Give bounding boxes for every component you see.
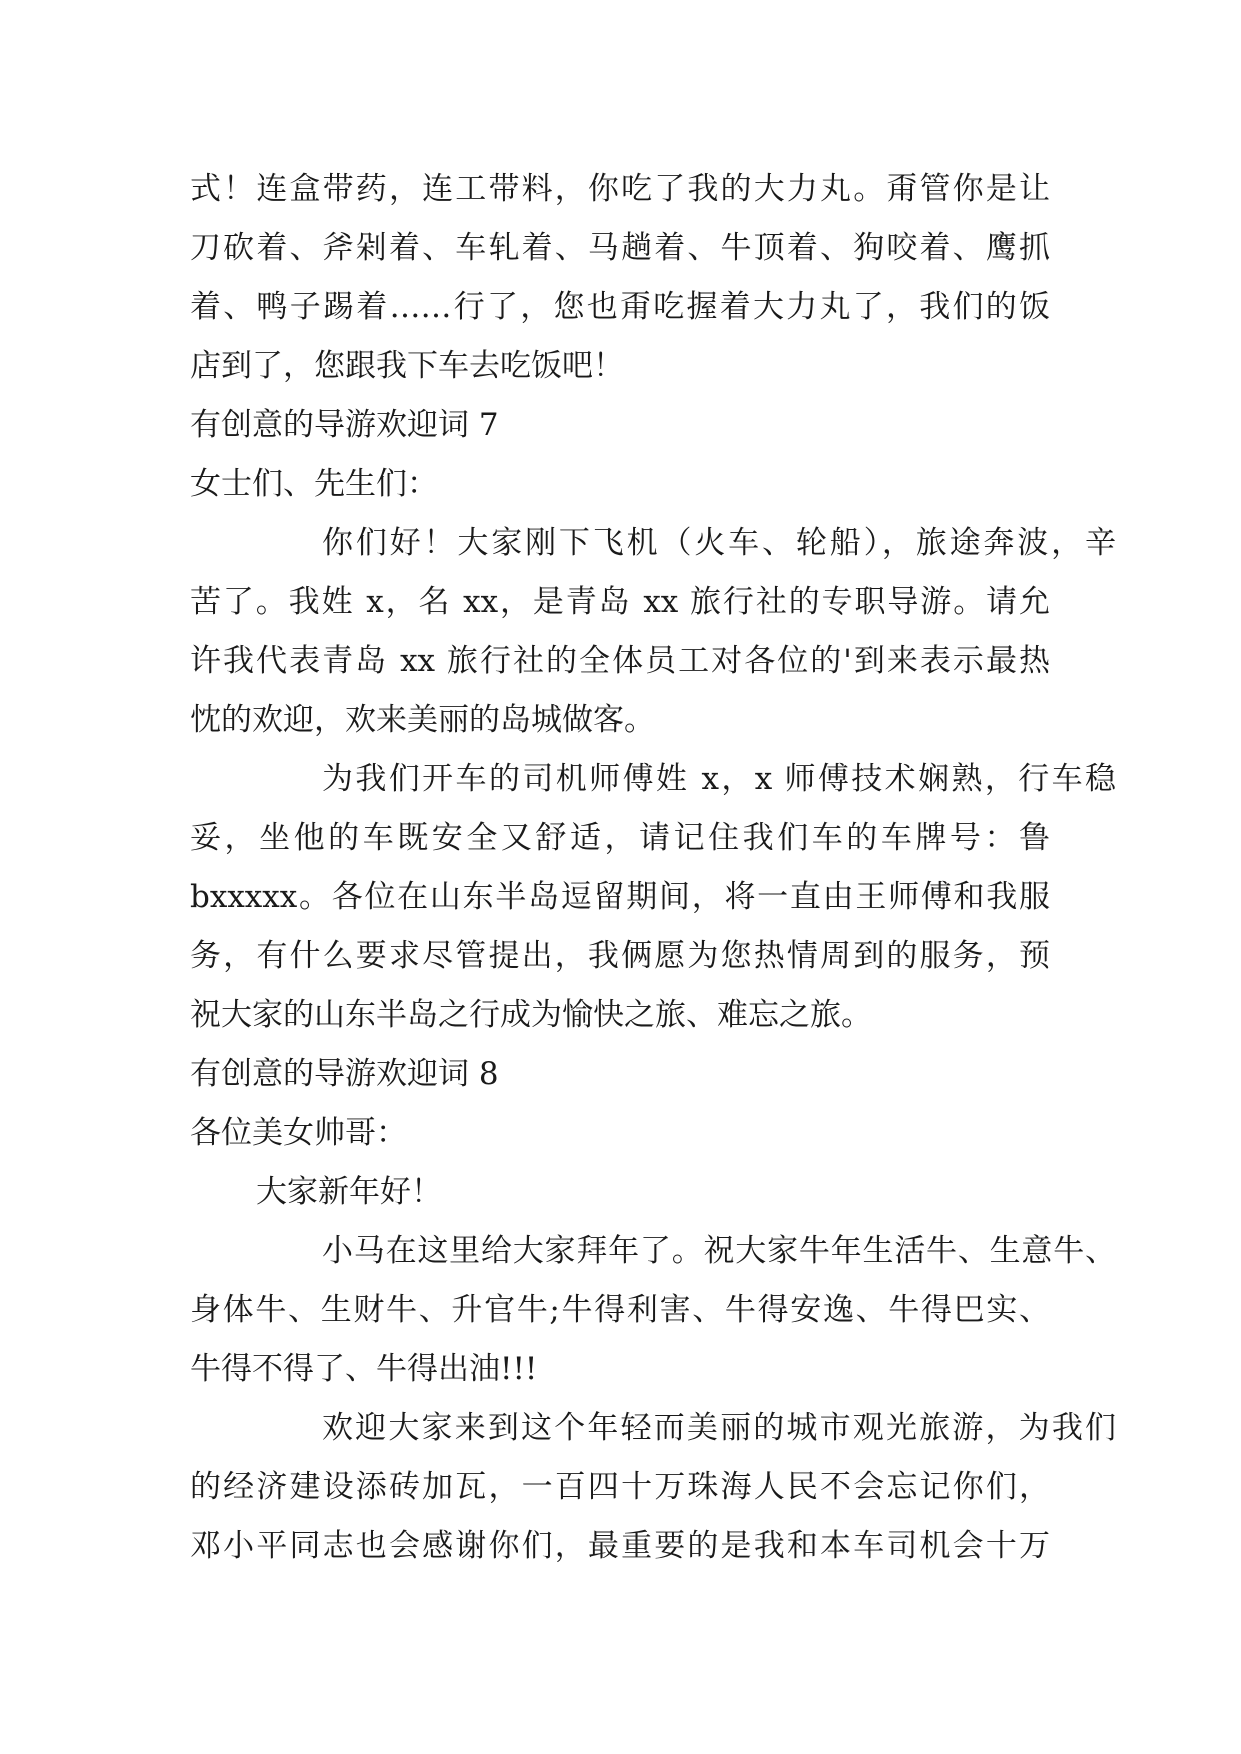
salutation — [190, 1104, 1050, 1163]
text-line-content: 忱的欢迎，欢来美丽的岛城做客。 — [190, 702, 655, 738]
salutation-text: 各位美女帅哥： — [190, 1115, 407, 1151]
text-line-content: 店到了，您跟我下车去吃饭吧！ — [190, 348, 624, 384]
text-line-content: 的经济建设添砖加瓦，一百四十万珠海人民不会忘记你们， — [190, 1469, 1050, 1505]
text-line-content: 欢迎大家来到这个年轻而美丽的城市观光旅游，为我们 — [322, 1410, 1116, 1446]
document-body — [190, 160, 1116, 1576]
text-line — [190, 1340, 1050, 1399]
paragraph-start — [190, 1163, 1050, 1222]
text-line-content: 邓小平同志也会感谢你们，最重要的是我和本车司机会十万 — [190, 1528, 1050, 1564]
paragraph-start — [190, 1399, 1116, 1458]
text-line-content: 身体牛、生财牛、升官牛;牛得利害、牛得安逸、牛得巴实、 — [190, 1292, 1050, 1328]
text-line — [190, 219, 1050, 278]
paragraph-start — [190, 514, 1116, 573]
text-line — [190, 160, 1050, 219]
section-heading — [190, 396, 1050, 455]
text-line-content: bxxxxx。各位在山东半岛逗留期间，将一直由王师傅和我服 — [190, 879, 1050, 915]
text-line-content: 苦了。我姓 x，名 xx，是青岛 xx 旅行社的专职导游。请允 — [190, 584, 1050, 620]
paragraph-start — [190, 1222, 1116, 1281]
text-line — [190, 278, 1050, 337]
text-line-content: 刀砍着、斧剁着、车轧着、马趟着、牛顶着、狗咬着、鹰抓 — [190, 230, 1050, 266]
text-line — [190, 1517, 1050, 1576]
text-line-content: 牛得不得了、牛得出油!!! — [190, 1351, 538, 1387]
text-line-content: 大家新年好！ — [256, 1174, 442, 1210]
text-line — [190, 1281, 1050, 1340]
paragraph-start — [190, 750, 1116, 809]
text-line-content: 祝大家的山东半岛之行成为愉快之旅、难忘之旅。 — [190, 997, 872, 1033]
text-line-content: 妥，坐他的车既安全又舒适，请记住我们车的车牌号：鲁 — [190, 820, 1050, 856]
text-line — [190, 809, 1050, 868]
text-line-content: 务，有什么要求尽管提出，我俩愿为您热情周到的服务，预 — [190, 938, 1050, 974]
text-line — [190, 986, 1050, 1045]
text-line-content: 着、鸭子踢着……行了，您也甭吃握着大力丸了，我们的饭 — [190, 289, 1050, 325]
text-line-content: 小马在这里给大家拜年了。祝大家牛年生活牛、生意牛、 — [322, 1233, 1116, 1269]
text-line — [190, 1458, 1050, 1517]
text-line — [190, 337, 1050, 396]
salutation — [190, 455, 1050, 514]
salutation-text: 女士们、先生们： — [190, 466, 438, 502]
text-line — [190, 927, 1050, 986]
text-line — [190, 868, 1050, 927]
text-line — [190, 691, 1050, 750]
section-heading-text: 有创意的导游欢迎词 8 — [190, 1056, 499, 1092]
section-heading — [190, 1045, 1050, 1104]
text-line-content: 为我们开车的司机师傅姓 x，x 师傅技术娴熟，行车稳 — [322, 761, 1116, 797]
text-line-content: 你们好！大家刚下飞机（火车、轮船），旅途奔波，辛 — [322, 525, 1116, 561]
text-line-content: 许我代表青岛 xx 旅行社的全体员工对各位的'到来表示最热 — [190, 643, 1050, 679]
text-line — [190, 632, 1050, 691]
text-line — [190, 573, 1050, 632]
section-heading-text: 有创意的导游欢迎词 7 — [190, 407, 499, 443]
text-line-content: 式！连盒带药，连工带料，你吃了我的大力丸。甭管你是让 — [190, 171, 1050, 207]
